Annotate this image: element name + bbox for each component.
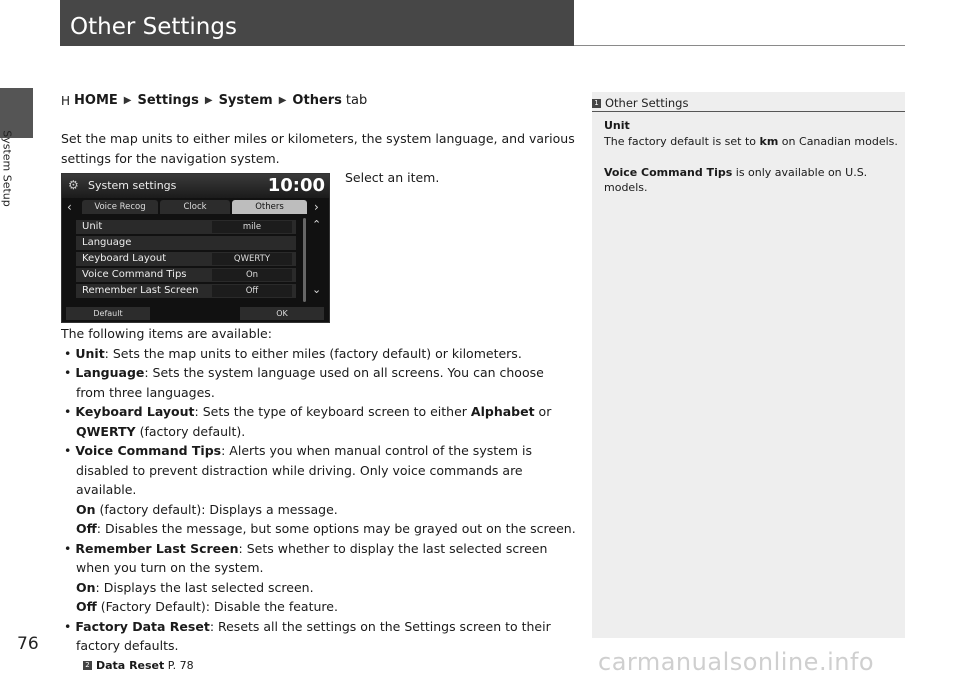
screen-title: System settings — [88, 179, 177, 192]
list-subitem — [61, 519, 576, 539]
item-name: Keyboard Layout — [75, 404, 195, 419]
row-label: Keyboard Layout — [82, 253, 167, 264]
sidebar-tips-text — [604, 165, 899, 196]
list-item: • Language: Sets the system language used on all screens. You can choose from three languages. — [64, 365, 544, 400]
row-label: Language — [82, 237, 132, 248]
page-number: 76 — [17, 634, 39, 654]
list-subitem — [61, 578, 576, 598]
sidebar-rule — [592, 111, 905, 112]
sidebar-body — [604, 118, 899, 196]
item-list — [61, 324, 576, 675]
list-item: • Unit: Sets the map units to either miles (factory default) or kilometers. — [64, 345, 522, 361]
page-title: Other Settings — [70, 14, 237, 40]
item-option: On — [76, 501, 96, 517]
sidebar-bold: Voice Command Tips — [604, 165, 733, 179]
item-name: Factory Data Reset — [75, 618, 210, 634]
item-text: (Factory Default): Disable the feature. — [96, 599, 338, 614]
tab-clock[interactable]: Clock — [160, 200, 230, 214]
item-text: : Sets whether to display the last selected screen when you turn on the system. — [76, 540, 548, 575]
item-option: QWERTY — [76, 423, 136, 439]
ok-button[interactable]: OK — [240, 307, 324, 320]
row-value: QWERTY — [212, 253, 292, 265]
list-lead: The following items are available: — [61, 326, 272, 341]
arrow-icon: ▶ — [123, 95, 132, 106]
list-item: • Voice Command Tips: Alerts you when manual control of the system is disabled to prevent distraction while driving. Only voice commands are available. — [64, 443, 532, 497]
sidebar-unit-title: Unit — [604, 119, 630, 132]
sidebar-text: on Canadian models. — [778, 134, 898, 148]
item-text: : Alerts you when manual control of the system is disabled to prevent distraction while driving. Only voice commands are available. — [76, 443, 532, 497]
tab-others[interactable]: Others — [232, 200, 307, 214]
list-subitem — [61, 597, 576, 617]
row-label: Voice Command Tips — [82, 269, 187, 280]
row-value: Off — [212, 285, 292, 297]
header-rule — [574, 45, 905, 46]
item-name: Remember Last Screen — [75, 540, 239, 556]
item-text: : Disables the message, but some options may be grayed out on the screen. — [96, 521, 576, 536]
chevron-right-icon[interactable]: › — [314, 200, 319, 214]
gear-icon: ⚙ — [68, 178, 79, 192]
sidebar-unit-text — [604, 134, 899, 150]
section-label: System Setup — [0, 130, 14, 207]
item-text: : Sets the map units to either miles (factory default) or kilometers. — [104, 345, 522, 361]
item-text: (factory default): Displays a message. — [95, 501, 338, 517]
home-marker-icon: H — [61, 93, 71, 108]
item-name: Language — [75, 365, 145, 380]
sidebar-text: is only available on U.S. models. — [604, 165, 868, 194]
arrow-icon: ▶ — [278, 95, 287, 106]
sidebar-heading-text: Other Settings — [605, 96, 689, 110]
row-keyboard-layout[interactable] — [76, 252, 296, 266]
list-subitem — [61, 500, 576, 520]
item-text: or — [534, 404, 552, 419]
breadcrumb-system: System — [218, 93, 273, 108]
item-option: On — [76, 579, 96, 595]
item-text: : Displays the last selected screen. — [95, 579, 314, 595]
tab-voice-recog[interactable]: Voice Recog — [82, 200, 158, 214]
chevron-left-icon[interactable]: ‹ — [67, 200, 72, 214]
list-item: • Factory Data Reset: Resets all the settings on the Settings screen to their factory defaults. — [64, 618, 551, 653]
arrow-icon: ▶ — [204, 95, 213, 106]
sidebar-heading — [592, 96, 688, 110]
row-value: On — [212, 269, 292, 281]
row-language[interactable] — [76, 236, 296, 250]
sidebar-text: The factory default is set to — [604, 134, 760, 148]
item-name: Unit — [75, 345, 105, 361]
item-text: : Sets the type of keyboard screen to either — [194, 404, 471, 419]
item-text: : Resets all the settings on the Settings screen to their factory defaults. — [76, 618, 551, 653]
sidebar-bold: km — [759, 134, 779, 148]
row-label: Remember Last Screen — [82, 285, 199, 296]
screen-tabs — [62, 200, 329, 215]
row-remember-last-screen[interactable] — [76, 284, 296, 298]
intro-paragraph: Set the map units to either miles or kilometers, the system language, and various settings for the navigation system. — [61, 131, 575, 166]
cross-reference[interactable] — [61, 656, 576, 676]
list-item: • Remember Last Screen: Sets whether to display the last selected screen when you turn on the system. — [64, 540, 548, 575]
breadcrumb-suffix: tab — [345, 93, 368, 108]
screen-title-bar — [62, 174, 329, 198]
row-value: mile — [212, 221, 292, 233]
screen-caption: Select an item. — [345, 170, 440, 185]
xref-label: Data Reset — [96, 658, 165, 672]
breadcrumb-home: HOME — [74, 93, 118, 108]
row-label: Unit — [82, 221, 103, 232]
reference-marker-icon: 2 — [83, 661, 92, 670]
item-option: Off — [76, 521, 97, 536]
note-marker-icon: 1 — [592, 99, 601, 108]
item-text: (factory default). — [135, 423, 246, 439]
item-text: : Sets the system language used on all screens. You can choose from three languages. — [76, 365, 544, 400]
settings-screenshot — [61, 173, 330, 323]
screen-clock: 10:00 — [267, 175, 325, 196]
row-unit[interactable] — [76, 220, 296, 234]
default-button[interactable]: Default — [66, 307, 150, 320]
breadcrumb — [61, 93, 367, 108]
item-option: Alphabet — [470, 404, 535, 419]
breadcrumb-settings: Settings — [137, 93, 199, 108]
scroll-up-icon[interactable]: ⌃ — [312, 218, 322, 231]
item-name: Voice Command Tips — [75, 443, 222, 458]
row-voice-command-tips[interactable] — [76, 268, 296, 282]
breadcrumb-others: Others — [292, 93, 342, 108]
list-item: • Keyboard Layout: Sets the type of keyboard screen to either Alphabet or QWERTY (factory default). — [64, 404, 552, 439]
scrollbar[interactable] — [303, 218, 306, 302]
item-option: Off — [76, 599, 97, 614]
scroll-down-icon[interactable]: ⌄ — [312, 283, 322, 296]
xref-page: P. 78 — [164, 658, 194, 672]
watermark: carmanualsonline.info — [598, 648, 875, 676]
